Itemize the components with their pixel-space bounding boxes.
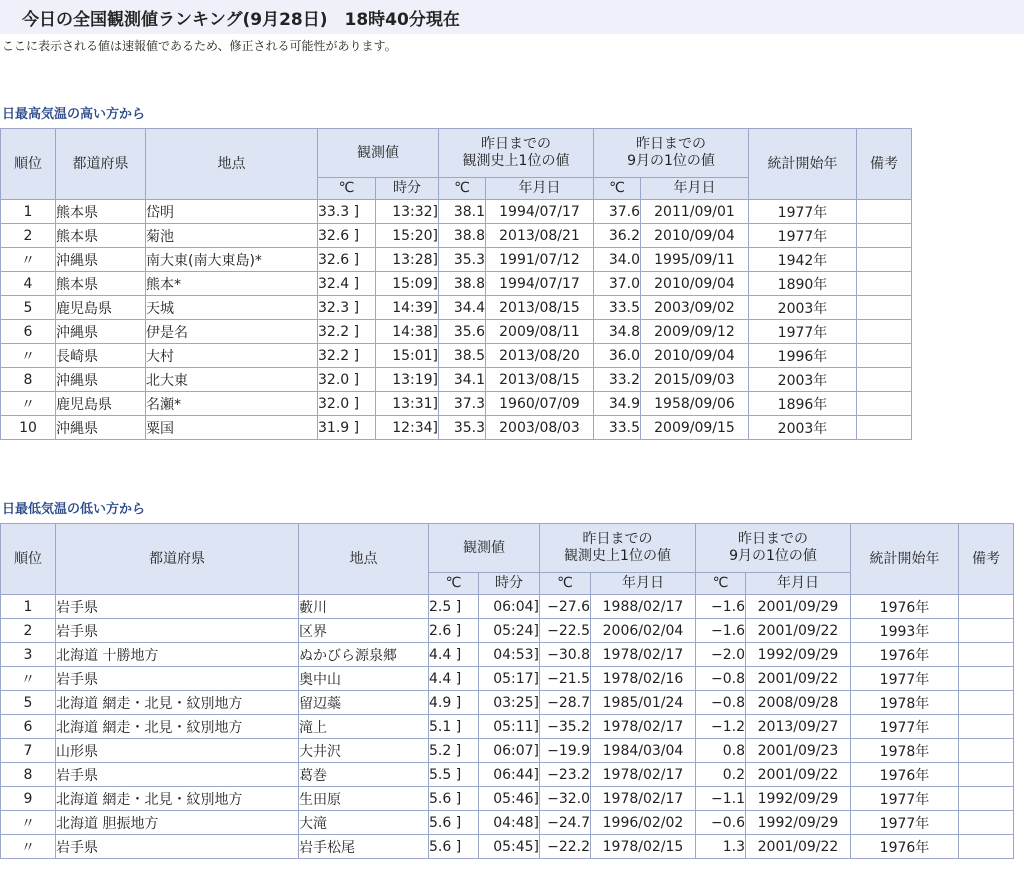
observed-time-cell: 04:53]: [479, 643, 540, 667]
note-cell: [959, 811, 1014, 835]
observed-time-cell: 13:28]: [376, 248, 439, 272]
header-rank: 順位: [1, 129, 56, 200]
table-row: [1, 739, 1014, 763]
month-value-cell: 33.2: [594, 368, 641, 392]
observed-value-cell: 5.5 ]: [429, 763, 479, 787]
observed-time-cell: 13:32]: [376, 200, 439, 224]
table-row: [1, 272, 912, 296]
start-year-cell: 1993年: [851, 619, 959, 643]
start-year-cell: 1996年: [749, 344, 857, 368]
note-cell: [857, 320, 912, 344]
prefecture-cell: 岩手県: [56, 619, 299, 643]
month-date-cell: 2011/09/01: [641, 200, 749, 224]
start-year-cell: 1976年: [851, 643, 959, 667]
historical-date-cell: 1985/01/24: [591, 691, 696, 715]
place-cell: 菊池: [146, 224, 318, 248]
note-cell: [959, 715, 1014, 739]
observed-value-cell: 5.6 ]: [429, 811, 479, 835]
place-cell: 熊本*: [146, 272, 318, 296]
month-date-cell: 2001/09/22: [746, 619, 851, 643]
historical-value-cell: 38.5: [439, 344, 486, 368]
historical-date-cell: 2013/08/15: [486, 368, 594, 392]
start-year-cell: 1890年: [749, 272, 857, 296]
observed-time-cell: 13:19]: [376, 368, 439, 392]
historical-date-cell: 1994/07/17: [486, 200, 594, 224]
header-historical-record: 昨日までの 観測史上1位の値: [540, 524, 696, 573]
place-cell: 大滝: [299, 811, 429, 835]
month-date-cell: 2001/09/22: [746, 667, 851, 691]
prefecture-cell: 熊本県: [56, 200, 146, 224]
month-value-cell: 36.2: [594, 224, 641, 248]
rank-cell: 〃: [1, 392, 56, 416]
historical-value-cell: −19.9: [540, 739, 591, 763]
header-date: 年月日: [641, 178, 749, 200]
historical-date-cell: 1978/02/16: [591, 667, 696, 691]
note-cell: [959, 595, 1014, 619]
start-year-cell: 1977年: [851, 787, 959, 811]
month-value-cell: 34.8: [594, 320, 641, 344]
low-temperature-table: [0, 523, 1014, 859]
historical-date-cell: 2013/08/15: [486, 296, 594, 320]
table-row: [1, 643, 1014, 667]
historical-value-cell: 37.3: [439, 392, 486, 416]
historical-value-cell: 34.4: [439, 296, 486, 320]
place-cell: 留辺蘂: [299, 691, 429, 715]
observed-value-cell: 33.3 ]: [318, 200, 376, 224]
historical-date-cell: 1991/07/12: [486, 248, 594, 272]
note-cell: [959, 643, 1014, 667]
month-date-cell: 2009/09/15: [641, 416, 749, 440]
rank-cell: 6: [1, 320, 56, 344]
prefecture-cell: 岩手県: [56, 763, 299, 787]
table-row: [1, 224, 912, 248]
month-date-cell: 2010/09/04: [641, 272, 749, 296]
table-row: [1, 835, 1014, 859]
place-cell: 大井沢: [299, 739, 429, 763]
prefecture-cell: 沖縄県: [56, 368, 146, 392]
historical-value-cell: −32.0: [540, 787, 591, 811]
rank-cell: 6: [1, 715, 56, 739]
historical-value-cell: −27.6: [540, 595, 591, 619]
month-value-cell: 34.9: [594, 392, 641, 416]
observed-time-cell: 14:39]: [376, 296, 439, 320]
month-date-cell: 2010/09/04: [641, 224, 749, 248]
observed-time-cell: 13:31]: [376, 392, 439, 416]
start-year-cell: 1978年: [851, 739, 959, 763]
month-date-cell: 2013/09/27: [746, 715, 851, 739]
start-year-cell: 2003年: [749, 416, 857, 440]
place-cell: ぬかびら源泉郷: [299, 643, 429, 667]
table-row: [1, 715, 1014, 739]
start-year-cell: 1977年: [749, 200, 857, 224]
rank-cell: 3: [1, 643, 56, 667]
start-year-cell: 1976年: [851, 835, 959, 859]
month-value-cell: −2.0: [696, 643, 746, 667]
note-cell: [857, 416, 912, 440]
month-value-cell: −0.8: [696, 667, 746, 691]
start-year-cell: 1896年: [749, 392, 857, 416]
observed-time-cell: 04:48]: [479, 811, 540, 835]
month-date-cell: 1992/09/29: [746, 787, 851, 811]
note-cell: [959, 739, 1014, 763]
observed-value-cell: 5.2 ]: [429, 739, 479, 763]
place-cell: 名瀬*: [146, 392, 318, 416]
table-row: [1, 811, 1014, 835]
observed-time-cell: 15:09]: [376, 272, 439, 296]
historical-value-cell: −24.7: [540, 811, 591, 835]
historical-value-cell: −23.2: [540, 763, 591, 787]
high-temperature-table: [0, 128, 912, 440]
historical-value-cell: 38.1: [439, 200, 486, 224]
observed-value-cell: 5.1 ]: [429, 715, 479, 739]
note-cell: [959, 787, 1014, 811]
table-row: [1, 368, 912, 392]
month-date-cell: 1958/09/06: [641, 392, 749, 416]
historical-date-cell: 1960/07/09: [486, 392, 594, 416]
rank-cell: 1: [1, 595, 56, 619]
rank-cell: 8: [1, 368, 56, 392]
note-cell: [857, 344, 912, 368]
note-cell: [857, 272, 912, 296]
historical-value-cell: −21.5: [540, 667, 591, 691]
header-date: 年月日: [746, 573, 851, 595]
rank-cell: 2: [1, 224, 56, 248]
table-row: [1, 296, 912, 320]
rank-cell: 1: [1, 200, 56, 224]
prefecture-cell: 岩手県: [56, 835, 299, 859]
historical-date-cell: 1994/07/17: [486, 272, 594, 296]
rank-cell: 10: [1, 416, 56, 440]
rank-cell: 〃: [1, 811, 56, 835]
prefecture-cell: 山形県: [56, 739, 299, 763]
rank-cell: 4: [1, 272, 56, 296]
month-date-cell: 2001/09/23: [746, 739, 851, 763]
note-cell: [959, 763, 1014, 787]
table-row: [1, 787, 1014, 811]
note-cell: [857, 392, 912, 416]
start-year-cell: 1977年: [851, 715, 959, 739]
table-row: [1, 595, 1014, 619]
table-row: [1, 691, 1014, 715]
historical-date-cell: 2009/08/11: [486, 320, 594, 344]
table-row: [1, 344, 912, 368]
header-time: 時分: [376, 178, 439, 200]
header-celsius: ℃: [429, 573, 479, 595]
month-value-cell: −1.1: [696, 787, 746, 811]
month-date-cell: 2015/09/03: [641, 368, 749, 392]
place-cell: 北大東: [146, 368, 318, 392]
start-year-cell: 1977年: [851, 811, 959, 835]
observed-value-cell: 32.3 ]: [318, 296, 376, 320]
observed-value-cell: 4.9 ]: [429, 691, 479, 715]
month-date-cell: 1992/09/29: [746, 643, 851, 667]
table-row: [1, 667, 1014, 691]
prefecture-cell: 北海道 網走・北見・紋別地方: [56, 787, 299, 811]
observed-value-cell: 5.6 ]: [429, 787, 479, 811]
header-observed: 観測値: [318, 129, 439, 178]
month-value-cell: −1.6: [696, 619, 746, 643]
start-year-cell: 2003年: [749, 368, 857, 392]
observed-value-cell: 32.2 ]: [318, 344, 376, 368]
header-place: 地点: [299, 524, 429, 595]
observed-time-cell: 15:01]: [376, 344, 439, 368]
table-row: [1, 619, 1014, 643]
month-value-cell: 37.0: [594, 272, 641, 296]
historical-date-cell: 1978/02/17: [591, 787, 696, 811]
month-date-cell: 2003/09/02: [641, 296, 749, 320]
historical-date-cell: 2006/02/04: [591, 619, 696, 643]
month-value-cell: 33.5: [594, 416, 641, 440]
note-cell: [959, 667, 1014, 691]
historical-date-cell: 1984/03/04: [591, 739, 696, 763]
historical-value-cell: −28.7: [540, 691, 591, 715]
observed-value-cell: 5.6 ]: [429, 835, 479, 859]
prefecture-cell: 岩手県: [56, 667, 299, 691]
prefecture-cell: 沖縄県: [56, 320, 146, 344]
month-value-cell: 34.0: [594, 248, 641, 272]
observed-value-cell: 32.2 ]: [318, 320, 376, 344]
prefecture-cell: 鹿児島県: [56, 392, 146, 416]
month-value-cell: −1.6: [696, 595, 746, 619]
table-row: [1, 320, 912, 344]
prefecture-cell: 岩手県: [56, 595, 299, 619]
header-celsius: ℃: [318, 178, 376, 200]
prefecture-cell: 北海道 胆振地方: [56, 811, 299, 835]
historical-value-cell: 35.6: [439, 320, 486, 344]
observed-value-cell: 31.9 ]: [318, 416, 376, 440]
month-date-cell: 2001/09/29: [746, 595, 851, 619]
note-cell: [857, 224, 912, 248]
note-cell: [857, 296, 912, 320]
observed-value-cell: 32.0 ]: [318, 368, 376, 392]
month-value-cell: 37.6: [594, 200, 641, 224]
rank-cell: 5: [1, 691, 56, 715]
month-date-cell: 2009/09/12: [641, 320, 749, 344]
low-section-title: 日最低気温の低い方から: [2, 502, 146, 517]
observed-value-cell: 32.6 ]: [318, 224, 376, 248]
title-bar: [0, 0, 1024, 34]
prefecture-cell: 熊本県: [56, 224, 146, 248]
observed-time-cell: 14:38]: [376, 320, 439, 344]
table-row: [1, 416, 912, 440]
header-date: 年月日: [591, 573, 696, 595]
observed-time-cell: 03:25]: [479, 691, 540, 715]
month-value-cell: 1.3: [696, 835, 746, 859]
place-cell: 岱明: [146, 200, 318, 224]
header-celsius: ℃: [594, 178, 641, 200]
start-year-cell: 1977年: [851, 667, 959, 691]
month-value-cell: 0.8: [696, 739, 746, 763]
header-date: 年月日: [486, 178, 594, 200]
header-celsius: ℃: [696, 573, 746, 595]
prefecture-cell: 長崎県: [56, 344, 146, 368]
observed-time-cell: 06:04]: [479, 595, 540, 619]
header-note: 備考: [857, 129, 912, 200]
table-row: [1, 248, 912, 272]
rank-cell: 〃: [1, 248, 56, 272]
place-cell: 天城: [146, 296, 318, 320]
header-prefecture: 都道府県: [56, 524, 299, 595]
month-date-cell: 1992/09/29: [746, 811, 851, 835]
historical-date-cell: 1978/02/17: [591, 715, 696, 739]
observed-value-cell: 4.4 ]: [429, 643, 479, 667]
observed-value-cell: 2.6 ]: [429, 619, 479, 643]
prefecture-cell: 北海道 十勝地方: [56, 643, 299, 667]
month-value-cell: −0.6: [696, 811, 746, 835]
prefecture-cell: 北海道 網走・北見・紋別地方: [56, 715, 299, 739]
header-time: 時分: [479, 573, 540, 595]
month-value-cell: −0.8: [696, 691, 746, 715]
month-date-cell: 2001/09/22: [746, 835, 851, 859]
observed-time-cell: 05:17]: [479, 667, 540, 691]
month-date-cell: 2010/09/04: [641, 344, 749, 368]
historical-date-cell: 2013/08/20: [486, 344, 594, 368]
table-row: [1, 392, 912, 416]
historical-date-cell: 2013/08/21: [486, 224, 594, 248]
header-celsius: ℃: [439, 178, 486, 200]
place-cell: 岩手松尾: [299, 835, 429, 859]
header-celsius: ℃: [540, 573, 591, 595]
observed-value-cell: 32.0 ]: [318, 392, 376, 416]
place-cell: 藪川: [299, 595, 429, 619]
start-year-cell: 1977年: [749, 320, 857, 344]
header-start-year: 統計開始年: [749, 129, 857, 200]
start-year-cell: 1977年: [749, 224, 857, 248]
month-date-cell: 2008/09/28: [746, 691, 851, 715]
note-cell: [959, 835, 1014, 859]
observed-time-cell: 12:34]: [376, 416, 439, 440]
historical-value-cell: −35.2: [540, 715, 591, 739]
month-value-cell: 36.0: [594, 344, 641, 368]
observed-time-cell: 15:20]: [376, 224, 439, 248]
header-start-year: 統計開始年: [851, 524, 959, 595]
month-value-cell: 33.5: [594, 296, 641, 320]
note-cell: [857, 248, 912, 272]
observed-time-cell: 06:44]: [479, 763, 540, 787]
place-cell: 生田原: [299, 787, 429, 811]
observed-value-cell: 4.4 ]: [429, 667, 479, 691]
rank-cell: 9: [1, 787, 56, 811]
prefecture-cell: 鹿児島県: [56, 296, 146, 320]
observed-time-cell: 05:24]: [479, 619, 540, 643]
table-row: [1, 200, 912, 224]
disclaimer-note: ここに表示される値は速報値であるため、修正される可能性があります。: [2, 39, 397, 53]
month-value-cell: 0.2: [696, 763, 746, 787]
header-rank: 順位: [1, 524, 56, 595]
header-prefecture: 都道府県: [56, 129, 146, 200]
header-historical-record: 昨日までの 観測史上1位の値: [439, 129, 594, 178]
historical-value-cell: 38.8: [439, 224, 486, 248]
historical-date-cell: 1978/02/15: [591, 835, 696, 859]
place-cell: 滝上: [299, 715, 429, 739]
historical-value-cell: −22.2: [540, 835, 591, 859]
prefecture-cell: 沖縄県: [56, 416, 146, 440]
month-date-cell: 2001/09/22: [746, 763, 851, 787]
note-cell: [857, 368, 912, 392]
note-cell: [959, 691, 1014, 715]
header-note: 備考: [959, 524, 1014, 595]
note-cell: [959, 619, 1014, 643]
place-cell: 伊是名: [146, 320, 318, 344]
header-month-record: 昨日までの 9月の1位の値: [696, 524, 851, 573]
header-month-record: 昨日までの 9月の1位の値: [594, 129, 749, 178]
month-value-cell: −1.2: [696, 715, 746, 739]
rank-cell: 〃: [1, 835, 56, 859]
note-cell: [857, 200, 912, 224]
historical-date-cell: 1978/02/17: [591, 763, 696, 787]
rank-cell: 8: [1, 763, 56, 787]
historical-value-cell: −30.8: [540, 643, 591, 667]
place-cell: 葛巻: [299, 763, 429, 787]
observed-time-cell: 05:45]: [479, 835, 540, 859]
table-row: [1, 763, 1014, 787]
observed-time-cell: 05:11]: [479, 715, 540, 739]
rank-cell: 〃: [1, 667, 56, 691]
observed-value-cell: 32.4 ]: [318, 272, 376, 296]
start-year-cell: 1942年: [749, 248, 857, 272]
rank-cell: 5: [1, 296, 56, 320]
header-place: 地点: [146, 129, 318, 200]
place-cell: 区界: [299, 619, 429, 643]
month-date-cell: 1995/09/11: [641, 248, 749, 272]
rank-cell: 7: [1, 739, 56, 763]
historical-value-cell: −22.5: [540, 619, 591, 643]
start-year-cell: 1976年: [851, 595, 959, 619]
historical-value-cell: 34.1: [439, 368, 486, 392]
start-year-cell: 1976年: [851, 763, 959, 787]
historical-value-cell: 35.3: [439, 416, 486, 440]
observed-time-cell: 05:46]: [479, 787, 540, 811]
historical-value-cell: 38.8: [439, 272, 486, 296]
prefecture-cell: 沖縄県: [56, 248, 146, 272]
page-title: 今日の全国観測値ランキング(9月28日) 18時40分現在: [22, 10, 460, 30]
prefecture-cell: 北海道 網走・北見・紋別地方: [56, 691, 299, 715]
place-cell: 大村: [146, 344, 318, 368]
start-year-cell: 1978年: [851, 691, 959, 715]
place-cell: 粟国: [146, 416, 318, 440]
place-cell: 南大東(南大東島)*: [146, 248, 318, 272]
high-section-title: 日最高気温の高い方から: [2, 107, 146, 122]
start-year-cell: 2003年: [749, 296, 857, 320]
historical-value-cell: 35.3: [439, 248, 486, 272]
rank-cell: 2: [1, 619, 56, 643]
observed-time-cell: 06:07]: [479, 739, 540, 763]
historical-date-cell: 2003/08/03: [486, 416, 594, 440]
prefecture-cell: 熊本県: [56, 272, 146, 296]
observed-value-cell: 32.6 ]: [318, 248, 376, 272]
historical-date-cell: 1988/02/17: [591, 595, 696, 619]
historical-date-cell: 1978/02/17: [591, 643, 696, 667]
place-cell: 奥中山: [299, 667, 429, 691]
header-observed: 観測値: [429, 524, 540, 573]
observed-value-cell: 2.5 ]: [429, 595, 479, 619]
historical-date-cell: 1996/02/02: [591, 811, 696, 835]
rank-cell: 〃: [1, 344, 56, 368]
